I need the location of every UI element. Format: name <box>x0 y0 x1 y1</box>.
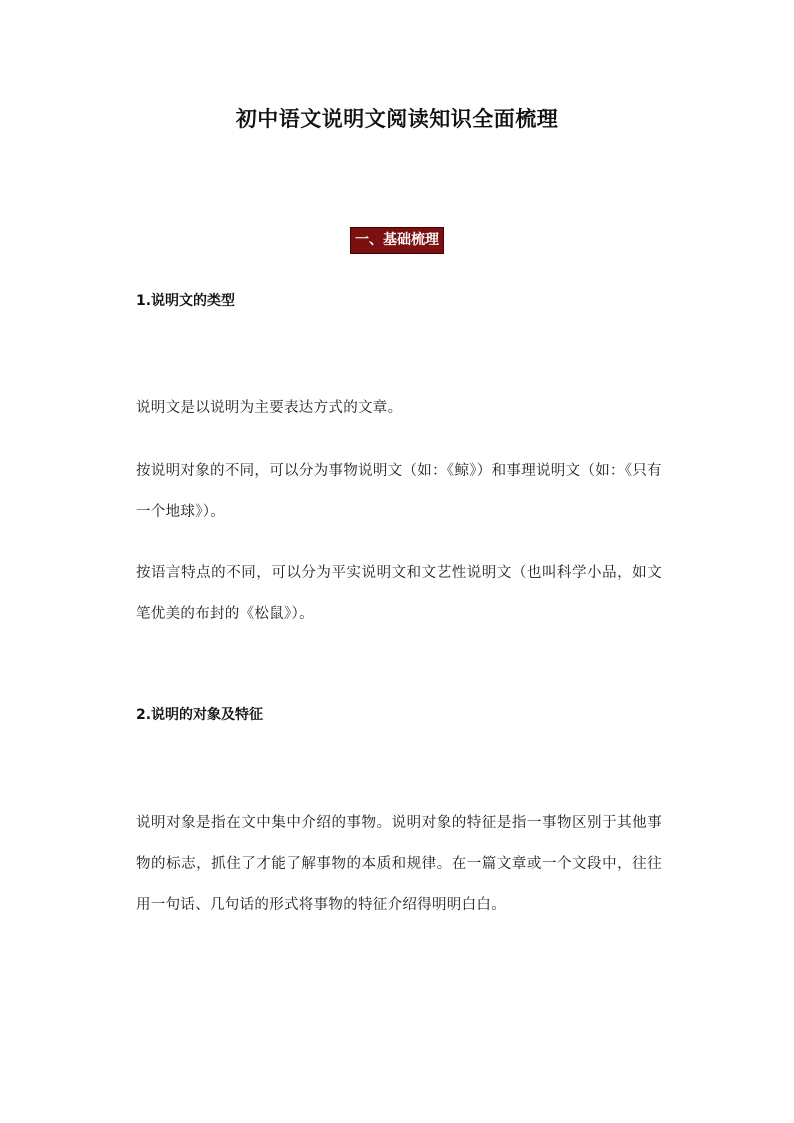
sub-heading-object-features: 2.说明的对象及特征 <box>136 707 264 723</box>
paragraph-definition: 说明文是以说明为主要表达方式的文章。 <box>136 400 403 416</box>
paragraph-by-language: 按语言特点的不同，可以分为平实说明文和文艺性说明文（也叫科学小品，如文笔优美的布封的《松鼠》）。 <box>136 565 662 622</box>
paragraph-by-object: 按说明对象的不同，可以分为事物说明文（如：《鲸》）和事理说明文（如：《只有一个地球》）。 <box>136 463 662 520</box>
section-banner-container <box>0 227 794 254</box>
section-banner: 一、基础梳理 <box>350 227 444 254</box>
paragraph-object-features: 说明对象是指在文中集中介绍的事物。说明对象的特征是指一事物区别于其他事物的标志，抓住了才能了解事物的本质和规律。在一篇文章或一个文段中，往往用一句话、几句话的形式将事物的特征介绍得明明白白。 <box>136 815 662 913</box>
document-title: 初中语文说明文阅读知识全面梳理 <box>235 107 559 131</box>
sub-heading-types: 1.说明文的类型 <box>136 293 236 309</box>
